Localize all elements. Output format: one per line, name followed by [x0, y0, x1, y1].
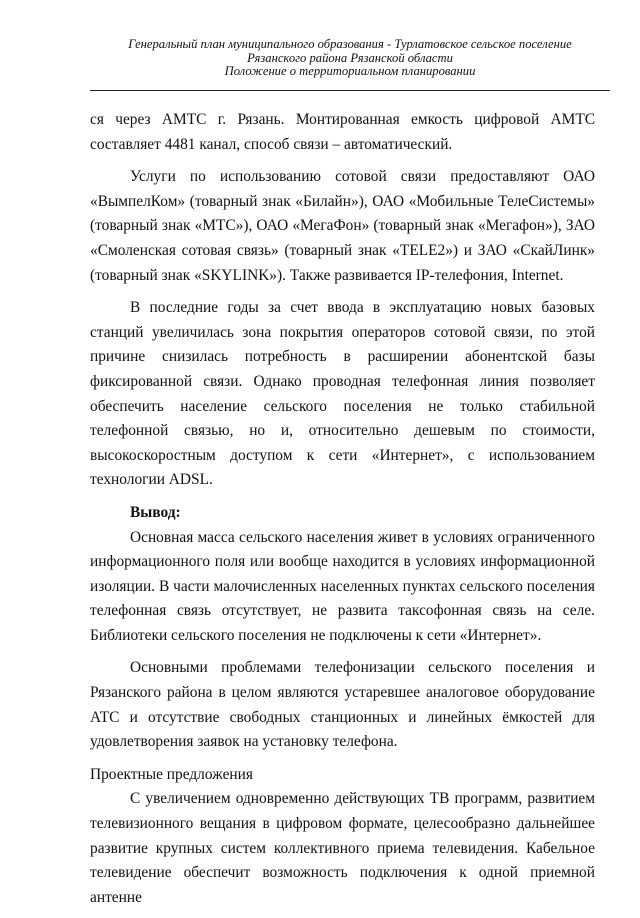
- paragraph-telephony-problems: Основными проблемами телефонизации сельского поселения и Рязанского района в целом являются устаревшее аналоговое оборудование АТС и отсутствие свободных станционных и линейных ёмкостей для удовлетворения заявок на установку телефона.: [90, 659, 595, 751]
- paragraph-information-isolation: Основная масса сельского населения живет в условиях ограниченного информационного поля или вообще находится в условиях информационной изоляции. В части малочисленных населенных пунктах сельского поселения телефонная связь отсутствует, не развита таксофонная связь на селе. Библиотеки сельского поселения не подключены к сети «Интернет».: [90, 528, 595, 644]
- paragraph-base-stations: В последние годы за счет ввода в эксплуатацию новых базовых станций увеличилась зона покрытия операторов сотовой связи, по этой причине снизилась потребность в расширении абонентской базы фиксированной связи. Однако проводная телефонная линия позволяет обеспечить население сельского поселения не только стабильной телефонной связью, но и, относительно дешевым по стоимости, высокоскоростным доступом к сети «Интернет», с использованием технологии ADSL.: [90, 299, 595, 489]
- paragraph-continuation: ся через АМТС г. Рязань. Монтированная емкость цифровой АМТС составляет 4481 канал, способ связи – автоматический.: [90, 111, 595, 153]
- running-header: [90, 38, 610, 79]
- header-divider: [90, 90, 610, 91]
- paragraph-cable-tv: С увеличением одновременно действующих ТВ программ, развитием телевизионного вещания в цифровом формате, целесообразно дальнейшее развитие крупных систем коллективного приема телевидения. Кабельное телевидение обеспечит возможность подключения к одной приемной антенне: [90, 790, 595, 906]
- header-line-1: Генеральный план муниципального образования - Турлатовское сельское поселение: [128, 37, 572, 51]
- section-heading-proposals: Проектные предложения: [90, 765, 253, 783]
- header-line-3: Положение о территориальном планировании: [224, 64, 476, 78]
- section-heading-conclusion: Вывод:: [130, 503, 181, 521]
- header-line-2: Рязанского района Рязанской области: [247, 50, 453, 65]
- body-text: [90, 108, 595, 918]
- paragraph-cellular-operators: Услуги по использованию сотовой связи предоставляют ОАО «ВымпелКом» (товарный знак «Билайн»), ОАО «Мобильные ТелеСистемы» (товарный знак «МТС»), ОАО «МегаФон» (товарный знак «Мегафон»), ЗАО «Смоленская сотовая связь» (товарный знак «TELE2») и ЗАО «СкайЛинк» (товарный знак «SKYLINK»). Также развивается IP-телефония, Internet.: [90, 168, 595, 284]
